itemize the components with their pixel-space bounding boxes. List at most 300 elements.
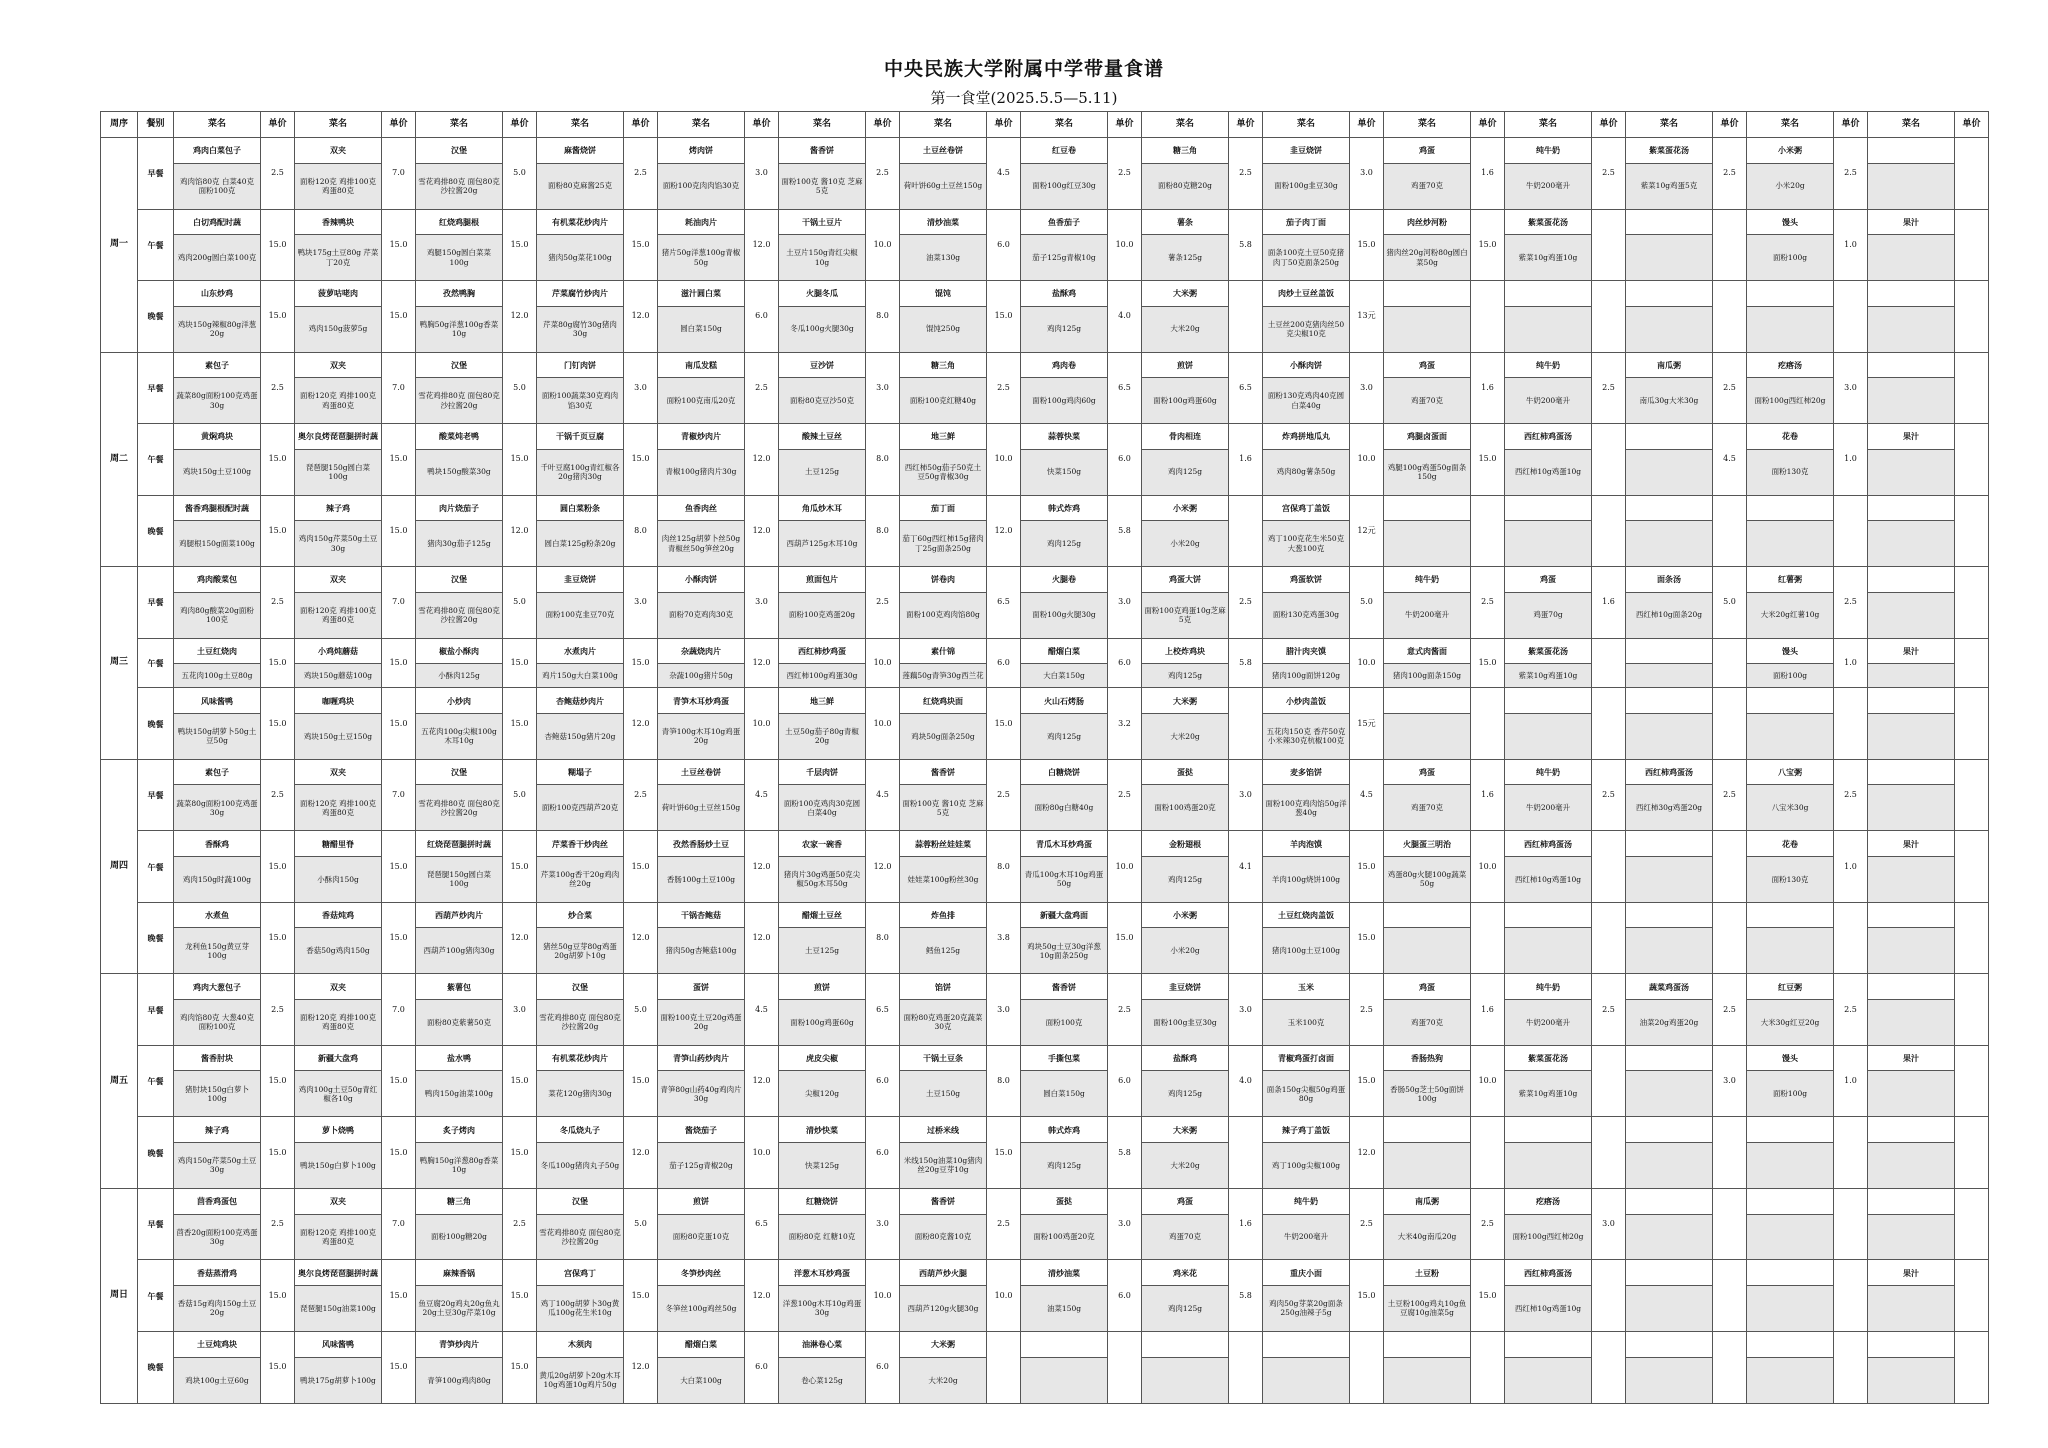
dish-ingredients: 大米20g: [900, 1357, 987, 1403]
dish-ingredients: 茄丁60g西红柿15g猪肉丁25g面条250g: [900, 521, 987, 567]
dish-name: 鱼香肉丝: [658, 495, 745, 521]
dish-name: [1868, 495, 1955, 521]
dish-name: 咖喱鸡块: [295, 688, 382, 714]
dish-price: 15.0: [261, 638, 295, 688]
dish-ingredients: 香菇50g鸡肉150g: [295, 928, 382, 974]
dish-ingredients: 面粉100克肉肉馅30克: [658, 163, 745, 209]
dish-name: 圆白菜粉条: [537, 495, 624, 521]
meal-row: [101, 831, 1989, 857]
dish-price: [1713, 1260, 1747, 1332]
dish-name: 炸鱼排: [900, 902, 987, 928]
dish-ingredients: 青椒100g猪肉片30g: [658, 449, 745, 495]
dish-name: [1626, 1188, 1713, 1214]
dish-ingredients: 面粉100克红糖40g: [900, 378, 987, 424]
dish-name: 土豆丝卷饼: [900, 138, 987, 164]
dish-ingredients: 面粉120克 鸡排100克 鸡蛋80克: [295, 1214, 382, 1260]
meal-row: [101, 1117, 1989, 1143]
dish-name: 红烧琵琶腿拼时蔬: [416, 831, 503, 857]
dish-name: 宫保鸡丁: [537, 1260, 624, 1286]
dish-price: 12.0: [745, 424, 779, 496]
dish-ingredients: 鸡肉50g芽菜20g面条250g油辣子5g: [1263, 1286, 1350, 1332]
dish-price: 2.5: [1713, 138, 1747, 210]
dish-price: 1.6: [1592, 567, 1626, 639]
dish-name: [1384, 902, 1471, 928]
dish-name: 新疆大盘鸡: [295, 1045, 382, 1071]
dish-price: 10.0: [987, 1260, 1021, 1332]
dish-name: 门钉肉饼: [537, 352, 624, 378]
dish-name: 南瓜粥: [1384, 1188, 1471, 1214]
dish-name: 土豆丝卷饼: [658, 759, 745, 785]
dish-ingredients: 大米30g红豆20g: [1747, 999, 1834, 1045]
dish-name: 西红柿炒鸡蛋: [779, 638, 866, 664]
dish-ingredients: [1626, 235, 1713, 281]
dish-ingredients: 鸭块150g酸菜30g: [416, 449, 503, 495]
dish-price: 15.0: [382, 1117, 416, 1189]
meal-label: 午餐: [138, 831, 174, 903]
dish-ingredients: [1747, 1286, 1834, 1332]
dish-name: 冬笋炒肉丝: [658, 1260, 745, 1286]
dish-name: 蛋饼: [658, 974, 745, 1000]
dish-name: 火腿冬瓜: [779, 281, 866, 307]
dish-price: 15.0: [382, 902, 416, 974]
dish-price: [1592, 1331, 1626, 1403]
dish-price: 1.0: [1834, 209, 1868, 281]
dish-ingredients: 玉米100克: [1263, 999, 1350, 1045]
header-dish-name: 菜名: [416, 112, 503, 138]
dish-ingredients: 紫菜10g鸡蛋5克: [1626, 163, 1713, 209]
dish-ingredients: [1626, 856, 1713, 902]
dish-ingredients: 紫菜10g鸡蛋10g: [1505, 235, 1592, 281]
dish-name: 馒头: [1747, 1045, 1834, 1071]
dish-ingredients: 羊肉100g烧饼100g: [1263, 856, 1350, 902]
meal-row: [101, 638, 1989, 664]
dish-price: [1229, 495, 1263, 567]
dish-ingredients: 香肠100g土豆100g: [658, 856, 745, 902]
dish-ingredients: 娃娃菜100g粉丝30g: [900, 856, 987, 902]
dish-ingredients: 紫菜10g鸡蛋10g: [1505, 664, 1592, 688]
dish-ingredients: 面粉100克 酱10克 芝麻5克: [779, 163, 866, 209]
dish-price: 15.0: [261, 1260, 295, 1332]
dish-price: 3.2: [1108, 688, 1142, 760]
page-title: 中央民族大学附属中学带量食谱: [883, 58, 1164, 80]
header-price: 单价: [1229, 112, 1263, 138]
dish-price: [1592, 831, 1626, 903]
dish-price: [1834, 1188, 1868, 1260]
dish-ingredients: 面粉120克 鸡排100克 鸡蛋80克: [295, 163, 382, 209]
dish-price: 5.8: [1108, 495, 1142, 567]
dish-ingredients: [1626, 1286, 1713, 1332]
dish-ingredients: [1868, 1142, 1955, 1188]
dish-ingredients: 鸡肉80g薯条50g: [1263, 449, 1350, 495]
dish-price: 2.5: [987, 759, 1021, 831]
dish-ingredients: 牛奶200毫升: [1505, 785, 1592, 831]
dish-name: 杏鲍菇炒肉片: [537, 688, 624, 714]
dish-price: 12.0: [745, 1260, 779, 1332]
dish-ingredients: [1868, 664, 1955, 688]
dish-name: [1505, 902, 1592, 928]
dish-price: 2.5: [1713, 759, 1747, 831]
dish-price: 2.5: [261, 138, 295, 210]
dish-price: 13元: [1350, 281, 1384, 353]
header-price: 单价: [261, 112, 295, 138]
header-dish-name: 菜名: [174, 112, 261, 138]
dish-ingredients: 鸡腿根150g面菜100g: [174, 521, 261, 567]
dish-ingredients: 面粉100克鸡蛋10g芝麻5克: [1142, 592, 1229, 638]
dish-ingredients: [1868, 449, 1955, 495]
dish-price: 8.0: [866, 495, 900, 567]
dish-name: [1868, 567, 1955, 593]
dish-name: [1263, 1331, 1350, 1357]
dish-name: 鸡肉酸菜包: [174, 567, 261, 593]
dish-price: 1.6: [1471, 759, 1505, 831]
dish-ingredients: 牛奶200毫升: [1505, 163, 1592, 209]
dish-name: 纯牛奶: [1505, 138, 1592, 164]
dish-price: 4.5: [1350, 759, 1384, 831]
dish-name: 油淋卷心菜: [779, 1331, 866, 1357]
dish-name: 紫菜蛋花汤: [1626, 138, 1713, 164]
dish-ingredients: 油菜130g: [900, 235, 987, 281]
dish-price: 12.0: [745, 209, 779, 281]
dish-name: 汉堡: [537, 974, 624, 1000]
dish-name: [1626, 1260, 1713, 1286]
dish-price: 3.8: [987, 902, 1021, 974]
dish-price: 6.5: [987, 567, 1021, 639]
meal-row: [101, 1188, 1989, 1214]
dish-price: 15.0: [1350, 209, 1384, 281]
dish-ingredients: 面粉100g西红柿20g: [1505, 1214, 1592, 1260]
dish-price: 5.0: [503, 567, 537, 639]
dish-ingredients: 鸭胸50g洋葱100g香菜10g: [416, 306, 503, 352]
dish-price: [1713, 495, 1747, 567]
dish-price: 2.5: [624, 759, 658, 831]
dish-ingredients: 鸡丁100g尖椒100g: [1263, 1142, 1350, 1188]
header-price: 单价: [1592, 112, 1626, 138]
dish-ingredients: [1747, 1142, 1834, 1188]
dish-name: 有机菜花炒肉片: [537, 209, 624, 235]
dish-price: [1834, 902, 1868, 974]
dish-ingredients: 面粉100克鸡肉馅80g: [900, 592, 987, 638]
dish-ingredients: 冬瓜100g火腿30g: [779, 306, 866, 352]
dish-name: 南瓜粥: [1626, 352, 1713, 378]
dish-price: 15.0: [382, 424, 416, 496]
dish-ingredients: 西红柿10g鸡蛋10g: [1505, 1286, 1592, 1332]
header-row: [101, 112, 1989, 138]
meal-label: 早餐: [138, 567, 174, 639]
dish-name: [1384, 688, 1471, 714]
header-price: 单价: [1108, 112, 1142, 138]
dish-name: 煎面包片: [779, 567, 866, 593]
dish-ingredients: 米线150g油菜10g猪肉丝20g豆芽10g: [900, 1142, 987, 1188]
dish-price: 15.0: [987, 1117, 1021, 1189]
dish-ingredients: 土豆125g: [779, 928, 866, 974]
dish-ingredients: 蔬菜80g面粉100克鸡蛋30g: [174, 785, 261, 831]
dish-price: 3.0: [1834, 352, 1868, 424]
dish-name: 干锅杏鲍菇: [658, 902, 745, 928]
dish-name: 肉炒土豆丝盖饭: [1263, 281, 1350, 307]
dish-ingredients: 面粉70克鸡肉30克: [658, 592, 745, 638]
dish-price: 4.5: [987, 138, 1021, 210]
dish-name: 双夹: [295, 352, 382, 378]
dish-ingredients: 快菜150g: [1021, 449, 1108, 495]
dish-ingredients: [1868, 521, 1955, 567]
dish-ingredients: 芹菜80g腐竹30g猪肉30g: [537, 306, 624, 352]
dish-name: 蛋挞: [1021, 1188, 1108, 1214]
dish-ingredients: 龙利鱼150g黄豆芽100g: [174, 928, 261, 974]
dish-price: [1955, 1188, 1989, 1260]
dish-ingredients: [1747, 306, 1834, 352]
dish-price: 15.0: [503, 638, 537, 688]
dish-name: 醋熘白菜: [658, 1331, 745, 1357]
dish-name: 纯牛奶: [1505, 974, 1592, 1000]
dish-price: 3.0: [1229, 759, 1263, 831]
dish-name: 芹菜腐竹炒肉片: [537, 281, 624, 307]
dish-price: 15.0: [261, 902, 295, 974]
meal-label: 午餐: [138, 1260, 174, 1332]
header-price: 单价: [987, 112, 1021, 138]
dish-price: 2.5: [1834, 974, 1868, 1046]
dish-price: [1834, 281, 1868, 353]
dish-name: 香肠热狗: [1384, 1045, 1471, 1071]
dish-ingredients: 面粉80克紫薯50克: [416, 999, 503, 1045]
header-dish-name: 菜名: [900, 112, 987, 138]
dish-name: 花卷: [1747, 424, 1834, 450]
dish-name: 清炒油菜: [900, 209, 987, 235]
dish-name: [1384, 281, 1471, 307]
dish-ingredients: 鸡肉125g: [1021, 521, 1108, 567]
dish-price: 12.0: [1350, 1117, 1384, 1189]
dish-name: 西红柿鸡蛋汤: [1505, 1260, 1592, 1286]
dish-ingredients: 猪肉100g土豆100g: [1263, 928, 1350, 974]
dish-ingredients: 鸡肉馅80克 大葱40克 面粉100克: [174, 999, 261, 1045]
meal-label: 早餐: [138, 1188, 174, 1260]
dish-name: 手撕包菜: [1021, 1045, 1108, 1071]
dish-name: 青瓜木耳炒鸡蛋: [1021, 831, 1108, 857]
header-price: 单价: [1471, 112, 1505, 138]
dish-name: 小米粥: [1747, 138, 1834, 164]
dish-name: [1505, 688, 1592, 714]
dish-name: 红豆粥: [1747, 974, 1834, 1000]
dish-ingredients: [1747, 1357, 1834, 1403]
dish-name: 红薯粥: [1747, 567, 1834, 593]
dish-ingredients: 鸭块175g土豆80g 芹菜丁20克: [295, 235, 382, 281]
dish-price: 2.5: [866, 567, 900, 639]
dish-ingredients: 西红柿10g面条20g: [1626, 592, 1713, 638]
dish-ingredients: 土豆125g: [779, 449, 866, 495]
dish-price: [1108, 1331, 1142, 1403]
dish-ingredients: 鸡蛋70克: [1384, 999, 1471, 1045]
dish-price: [1592, 1260, 1626, 1332]
dish-price: 12.0: [624, 902, 658, 974]
dish-name: 香辣鸭块: [295, 209, 382, 235]
dish-price: 6.0: [745, 1331, 779, 1403]
dish-name: 酱烧茄子: [658, 1117, 745, 1143]
dish-name: [1747, 1331, 1834, 1357]
dish-ingredients: [1626, 449, 1713, 495]
dish-price: 2.5: [1834, 138, 1868, 210]
dish-name: 腊汁肉夹馍: [1263, 638, 1350, 664]
dish-name: 水煮鱼: [174, 902, 261, 928]
dish-price: 5.8: [1229, 209, 1263, 281]
header-dish-name: 菜名: [1868, 112, 1955, 138]
dish-price: [1229, 688, 1263, 760]
dish-price: 3.0: [1350, 138, 1384, 210]
dish-ingredients: 面粉100克土豆20g鸡蛋20g: [658, 999, 745, 1045]
dish-price: 2.5: [1834, 567, 1868, 639]
dish-ingredients: [1868, 785, 1955, 831]
dish-name: 干锅土豆条: [900, 1045, 987, 1071]
dish-price: [1592, 638, 1626, 688]
dish-ingredients: 青笋100g木耳10g鸡蛋20g: [658, 713, 745, 759]
dish-price: 7.0: [382, 352, 416, 424]
dish-ingredients: [1626, 1142, 1713, 1188]
dish-price: 15.0: [1350, 1260, 1384, 1332]
dish-ingredients: 琵琶腿150g油菜100g: [295, 1286, 382, 1332]
dish-price: 4.5: [1713, 424, 1747, 496]
meal-label: 晚餐: [138, 281, 174, 353]
dish-ingredients: [1384, 1357, 1471, 1403]
dish-ingredients: 土豆粉100g鸡丸10g鱼豆腐10g油菜5g: [1384, 1286, 1471, 1332]
dish-price: [1713, 638, 1747, 688]
dish-ingredients: 杂蔬100g猪片50g: [658, 664, 745, 688]
dish-ingredients: 圆白菜125g粉条20g: [537, 521, 624, 567]
dish-price: [1834, 1117, 1868, 1189]
dish-price: [1592, 1045, 1626, 1117]
dish-name: 汉堡: [416, 759, 503, 785]
dish-name: [1626, 831, 1713, 857]
header-dish-name: 菜名: [1505, 112, 1592, 138]
dish-price: 2.5: [866, 138, 900, 210]
dish-ingredients: 猪肉片30g鸡蛋50克尖椒50g木耳50g: [779, 856, 866, 902]
dish-price: 2.5: [1229, 138, 1263, 210]
dish-ingredients: [1868, 235, 1955, 281]
dish-price: 15.0: [261, 1045, 295, 1117]
dish-name: 盐水鸭: [416, 1045, 503, 1071]
dish-name: 果汁: [1868, 831, 1955, 857]
dish-ingredients: 黄瓜20g胡萝卜20g木耳10g鸡蛋10g鸡片50g: [537, 1357, 624, 1403]
dish-ingredients: 面粉100g鸡蛋60g: [1142, 378, 1229, 424]
dish-price: 10.0: [1108, 209, 1142, 281]
dish-name: [1626, 424, 1713, 450]
dish-price: [1592, 688, 1626, 760]
meal-row: [101, 424, 1989, 450]
dish-name: 鸡肉白菜包子: [174, 138, 261, 164]
dish-ingredients: 面粉80克鸡蛋20克蔬菜30克: [900, 999, 987, 1045]
dish-price: 10.0: [866, 1260, 900, 1332]
dish-name: 鸡蛋大饼: [1142, 567, 1229, 593]
dish-price: 15.0: [503, 1260, 537, 1332]
header-dish-name: 菜名: [1384, 112, 1471, 138]
dish-price: 15.0: [382, 1331, 416, 1403]
dish-ingredients: 鸡肉125g: [1142, 664, 1229, 688]
dish-name: 火腿卷: [1021, 567, 1108, 593]
dish-price: 5.8: [1229, 638, 1263, 688]
dish-ingredients: 面粉80g白糖40g: [1021, 785, 1108, 831]
dish-name: 茴香鸡蛋包: [174, 1188, 261, 1214]
dish-name: 馄饨: [900, 281, 987, 307]
dish-ingredients: [1868, 1214, 1955, 1260]
dish-name: 酱香饼: [900, 759, 987, 785]
dish-name: 紫菜蛋花汤: [1505, 209, 1592, 235]
dish-ingredients: 鸡肉100g土豆50g青红椒各10g: [295, 1071, 382, 1117]
dish-name: 鸡米花: [1142, 1260, 1229, 1286]
dish-price: 6.0: [866, 1045, 900, 1117]
header-meal: 餐别: [138, 112, 174, 138]
meal-label: 早餐: [138, 352, 174, 424]
meal-row: [101, 567, 1989, 593]
dish-price: 4.1: [1229, 831, 1263, 903]
dish-name: 疙瘩汤: [1747, 352, 1834, 378]
dish-ingredients: [1868, 592, 1955, 638]
dish-ingredients: [1868, 928, 1955, 974]
dish-name: [1626, 638, 1713, 664]
dish-name: 汉堡: [537, 1188, 624, 1214]
header-price: 单价: [1713, 112, 1747, 138]
dish-name: 鸡蛋: [1384, 974, 1471, 1000]
dish-name: 青椒鸡蛋打卤面: [1263, 1045, 1350, 1071]
dish-price: 2.5: [261, 352, 295, 424]
dish-name: 农家一碗香: [779, 831, 866, 857]
dish-price: 15.0: [261, 1331, 295, 1403]
dish-name: 盐酥鸡: [1142, 1045, 1229, 1071]
dish-name: [1868, 759, 1955, 785]
dish-price: 15.0: [1108, 902, 1142, 974]
dish-name: 糖三角: [416, 1188, 503, 1214]
dish-price: 6.5: [1229, 352, 1263, 424]
day-label: 周日: [101, 1188, 138, 1403]
dish-ingredients: 油菜150g: [1021, 1286, 1108, 1332]
dish-name: 青笋炒肉片: [416, 1331, 503, 1357]
dish-ingredients: 薯条125g: [1142, 235, 1229, 281]
dish-price: 5.0: [1350, 567, 1384, 639]
dish-name: 千层肉饼: [779, 759, 866, 785]
dish-name: 红糖烧饼: [779, 1188, 866, 1214]
dish-price: 15.0: [382, 638, 416, 688]
dish-ingredients: 五花肉100g土豆80g: [174, 664, 261, 688]
dish-price: [1955, 974, 1989, 1046]
dish-name: 花卷: [1747, 831, 1834, 857]
dish-name: 果汁: [1868, 1045, 1955, 1071]
dish-name: 汉堡: [416, 138, 503, 164]
dish-price: 15.0: [624, 1045, 658, 1117]
dish-price: 2.5: [1713, 352, 1747, 424]
dish-price: [1955, 1045, 1989, 1117]
meal-row: [101, 495, 1989, 521]
dish-name: 鸡蛋: [1505, 567, 1592, 593]
dish-ingredients: 茄子125g青椒20g: [658, 1142, 745, 1188]
dish-name: 辣子鸡: [295, 495, 382, 521]
meal-label: 晚餐: [138, 495, 174, 567]
dish-name: 酱香鸡腿根配时蔬: [174, 495, 261, 521]
header-price: 单价: [1834, 112, 1868, 138]
dish-price: 10.0: [745, 1117, 779, 1189]
dish-name: 麻酱烧饼: [537, 138, 624, 164]
dish-price: 2.5: [745, 352, 779, 424]
dish-name: 香菇蒸滑鸡: [174, 1260, 261, 1286]
dish-ingredients: 琵琶腿150g圆白菜100g: [416, 856, 503, 902]
dish-price: [1955, 1117, 1989, 1189]
dish-ingredients: 面条100克土豆50克猪肉丁50克面条250g: [1263, 235, 1350, 281]
dish-name: 麻辣香锅: [416, 1260, 503, 1286]
dish-price: 5.0: [1713, 567, 1747, 639]
dish-name: [1868, 1117, 1955, 1143]
dish-ingredients: 鸡肉80g酸菜20g面粉100克: [174, 592, 261, 638]
dish-name: 双夹: [295, 759, 382, 785]
dish-ingredients: 五花肉100g尖椒100g木耳10g: [416, 713, 503, 759]
dish-ingredients: 面粉130克鸡肉40克圆白菜40g: [1263, 378, 1350, 424]
dish-price: [987, 1331, 1021, 1403]
dish-name: [1626, 1117, 1713, 1143]
dish-name: 清炒油菜: [1021, 1260, 1108, 1286]
